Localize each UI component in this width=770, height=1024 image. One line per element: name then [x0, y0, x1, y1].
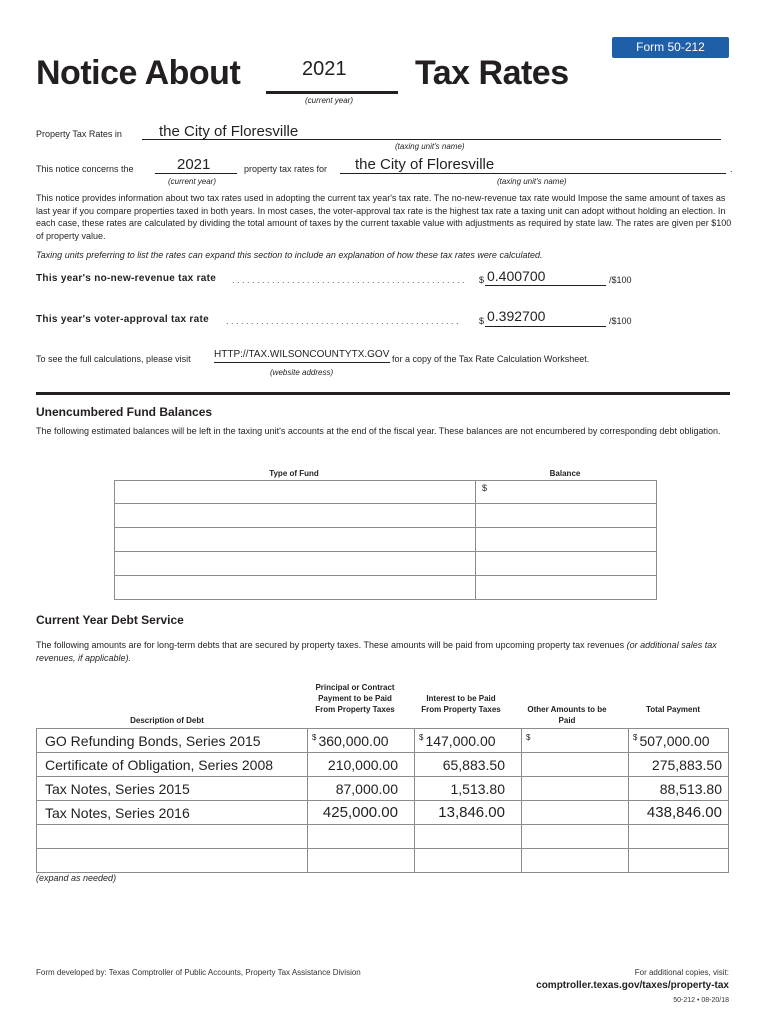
website-field[interactable] — [214, 348, 390, 363]
debt-heading: Current Year Debt Service — [36, 613, 184, 627]
title-suffix: Tax Rates — [415, 54, 569, 92]
debt-total-cell[interactable] — [629, 825, 729, 849]
taxing-unit-field[interactable] — [142, 123, 721, 140]
form-number-badge: Form 50-212 — [612, 37, 729, 58]
debt-description-cell[interactable]: GO Refunding Bonds, Series 2015 — [37, 729, 308, 753]
var-rate-leader-dots: . . . . . . . . . . . . . . . . . . . . . . . . . . . . . . . . . . . . . . . . . . . . . . . — [226, 316, 459, 326]
debt-total-cell[interactable] — [629, 729, 729, 753]
debt-col-principal: Principal or Contract Payment to be Paid From Property Taxes — [315, 683, 395, 714]
debt-interest-cell[interactable] — [415, 825, 522, 849]
nnr-rate-value: 0.400700 — [487, 268, 546, 284]
concerns-unit-value: the City of Floresville — [355, 156, 495, 173]
debt-interest-cell[interactable] — [415, 849, 522, 873]
debt-interest-currency: $ — [419, 732, 424, 742]
concerns-year-value: 2021 — [177, 156, 211, 173]
concerns-year-caption: (current year) — [168, 177, 217, 186]
debt-other-cell[interactable] — [522, 753, 629, 777]
debt-total-cell[interactable]: 88,513.80 — [629, 777, 729, 801]
fund-type-cell[interactable] — [115, 552, 476, 576]
debt-total-cell[interactable] — [629, 849, 729, 873]
debt-interest-cell[interactable]: 1,513.80 — [415, 777, 522, 801]
var-rate-label: This year's voter-approval tax rate — [36, 314, 209, 325]
nnr-rate-field[interactable] — [485, 268, 606, 286]
concerns-label: This notice concerns the — [36, 164, 134, 174]
title-year-field[interactable] — [266, 56, 398, 94]
debt-description-cell[interactable] — [37, 825, 308, 849]
concerns-year-field[interactable] — [155, 156, 237, 174]
debt-total-value: 507,000.00 — [639, 732, 710, 749]
fund-type-cell[interactable] — [115, 528, 476, 552]
debt-row — [37, 849, 729, 873]
debt-row — [37, 825, 729, 849]
title-year-caption: (current year) — [305, 96, 354, 105]
fund-row — [115, 552, 657, 576]
fund-row — [115, 481, 657, 504]
debt-principal-cell[interactable] — [308, 849, 415, 873]
website-url[interactable]: HTTP://TAX.WILSONCOUNTYTX.GOV — [214, 349, 390, 360]
debt-col-total: Total Payment — [645, 705, 701, 714]
intro-paragraph: This notice provides information about two tax rates used in adopting the current tax year's tax rate. The no-new-revenue tax rate would Impose the same amount of taxes as last year if you compare properties taxed in both years. In most cases, the voter-approval tax rate is the highest tax rate a taxing unit can adopt without holding an election. In each case, these rates are calculated by dividing the total amount of taxes by the current taxable value with adjustments as required by state law. The rates are given per $100 of property value. — [36, 193, 732, 241]
fund-row — [115, 576, 657, 600]
debt-col-other: Other Amounts to be Paid — [527, 705, 607, 725]
debt-row — [37, 729, 729, 753]
fund-description: The following estimated balances will be left in the taxing unit's accounts at the end of the fiscal year. These balances are not encumbered by corresponding debt obligation. — [36, 426, 721, 436]
debt-other-currency: $ — [526, 732, 531, 742]
nnr-rate-label: This year's no-new-revenue tax rate — [36, 273, 217, 284]
debt-other-cell[interactable] — [522, 801, 629, 825]
concerns-unit-field[interactable] — [340, 156, 726, 174]
title-year-value: 2021 — [302, 58, 347, 80]
footer-form-id: 50-212 • 08-20/18 — [673, 997, 729, 1004]
website-before-text: To see the full calculations, please visit — [36, 354, 191, 364]
debt-principal-currency: $ — [312, 732, 317, 742]
debt-other-cell[interactable] — [522, 777, 629, 801]
debt-interest-cell[interactable] — [415, 729, 522, 753]
debt-row — [37, 753, 729, 777]
debt-description-cell[interactable] — [37, 849, 308, 873]
fund-col-type: Type of Fund — [269, 469, 319, 478]
debt-total-cell[interactable]: 275,883.50 — [629, 753, 729, 777]
debt-principal-cell[interactable] — [308, 729, 415, 753]
debt-col-description: Description of Debt — [130, 716, 204, 725]
fund-balance-cell[interactable] — [476, 552, 657, 576]
fund-table — [114, 480, 657, 600]
debt-principal-cell[interactable] — [308, 825, 415, 849]
footer-developed-by: Form developed by: Texas Comptroller of Public Accounts, Property Tax Assistance Division — [36, 968, 361, 977]
debt-row — [37, 801, 729, 825]
debt-total-cell[interactable]: 438,846.00 — [629, 801, 729, 825]
debt-other-cell[interactable] — [522, 729, 629, 753]
var-rate-field[interactable] — [485, 308, 606, 327]
debt-description-cell[interactable]: Tax Notes, Series 2015 — [37, 777, 308, 801]
debt-col-interest: Interest to be Paid From Property Taxes — [421, 694, 501, 714]
concerns-unit-caption: (taxing unit's name) — [497, 177, 567, 186]
taxing-unit-value: the City of Floresville — [159, 123, 299, 140]
intro-note: Taxing units preferring to list the rates can expand this section to include an explanation of how these tax rates were calculated. — [36, 250, 543, 260]
nnr-rate-currency: $ — [479, 275, 485, 285]
website-caption: (website address) — [270, 368, 334, 377]
nnr-rate-per: /$100 — [609, 275, 632, 285]
debt-description-text: The following amounts are for long-term debts that are secured by property taxes. These amounts will be paid from upcoming property tax revenues — [36, 640, 625, 650]
fund-type-cell[interactable] — [115, 576, 476, 600]
concerns-end: . — [730, 164, 733, 174]
fund-balance-cell[interactable] — [476, 576, 657, 600]
debt-description-italic: (or additional sales tax revenues, if applicable). — [36, 640, 717, 663]
taxing-unit-label: Property Tax Rates in — [36, 129, 122, 139]
fund-balance-cell[interactable] — [476, 481, 657, 504]
fund-type-cell[interactable] — [115, 504, 476, 528]
debt-principal-cell[interactable]: 87,000.00 — [308, 777, 415, 801]
debt-description — [36, 639, 736, 664]
fund-balance-cell[interactable] — [476, 528, 657, 552]
taxing-unit-caption: (taxing unit's name) — [395, 142, 465, 151]
debt-interest-value: 147,000.00 — [425, 732, 496, 749]
fund-heading: Unencumbered Fund Balances — [36, 405, 213, 419]
var-rate-value: 0.392700 — [487, 308, 546, 324]
var-rate-per: /$100 — [609, 316, 632, 326]
footer-copies-label: For additional copies, visit: — [634, 968, 729, 977]
var-rate-currency: $ — [479, 316, 485, 326]
debt-description-cell[interactable]: Tax Notes, Series 2016 — [37, 801, 308, 825]
debt-other-cell[interactable] — [522, 849, 629, 873]
debt-interest-cell[interactable]: 13,846.00 — [415, 801, 522, 825]
debt-interest-cell[interactable]: 65,883.50 — [415, 753, 522, 777]
debt-table — [36, 728, 729, 873]
nnr-rate-leader-dots: . . . . . . . . . . . . . . . . . . . . . . . . . . . . . . . . . . . . . . . . . . . . . . . — [232, 275, 465, 285]
fund-col-balance: Balance — [549, 469, 581, 478]
debt-principal-cell[interactable]: 210,000.00 — [308, 753, 415, 777]
debt-row — [37, 777, 729, 801]
debt-description-cell[interactable]: Certificate of Obligation, Series 2008 — [37, 753, 308, 777]
concerns-middle-text: property tax rates for — [244, 164, 328, 174]
title-prefix: Notice About — [36, 54, 241, 92]
debt-principal-cell[interactable]: 425,000.00 — [308, 801, 415, 825]
debt-other-cell[interactable] — [522, 825, 629, 849]
debt-total-currency: $ — [633, 732, 638, 742]
debt-principal-value: 360,000.00 — [318, 732, 389, 749]
expand-note: (expand as needed) — [36, 873, 117, 883]
fund-currency: $ — [482, 483, 488, 493]
fund-type-cell[interactable] — [115, 481, 476, 504]
fund-row — [115, 528, 657, 552]
section-divider — [36, 392, 730, 395]
fund-row — [115, 504, 657, 528]
footer-url[interactable]: comptroller.texas.gov/taxes/property-tax — [536, 980, 729, 991]
website-after-text: for a copy of the Tax Rate Calculation Worksheet. — [392, 354, 590, 364]
fund-balance-cell[interactable] — [476, 504, 657, 528]
